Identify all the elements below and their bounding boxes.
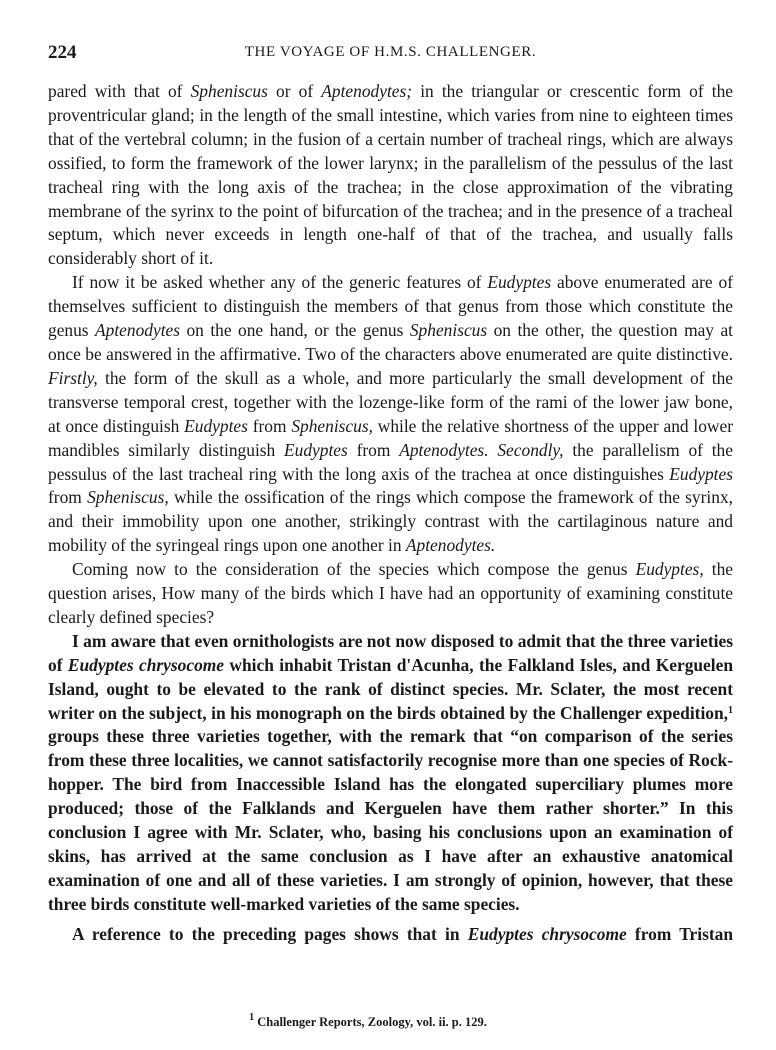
- text-run: on the other, the question may at once be answered in the affirmative. Two of the characters above enumerated are quite distinctive.: [48, 320, 734, 364]
- italic-text: Eudyptes,: [635, 559, 704, 580]
- text-run: from: [247, 415, 292, 436]
- page-number: 224: [48, 42, 77, 63]
- text-run: I am aware that even ornithologists are not now disposed to admit that the three varieties of: [48, 630, 733, 675]
- text-run: the question arises, How many of the birds which I have had an opportunity of examining constitute clearly defined species?: [48, 559, 734, 627]
- italic-text: Spheniscus,: [87, 487, 169, 508]
- footnote: [0, 1012, 736, 1030]
- text-run: in the triangular or crescentic form of the proventricular gland; in the length of the small intestine, which varies from nine to eighteen times that of the vertebral column; in the fusion of a certain number of tracheal rings, which are always ossified, to form the framework of the lower larynx; in the parallelism of the pessulus of the last tracheal ring with the long axis of the trachea; in the close approximation of the vibrating membrane of the syrinx to the point of bifurcation of the trachea; and in the presence of a tracheal septum, which never exceeds in length one-half of that of the trachea, and usually falls considerably short of it.: [48, 81, 733, 269]
- italic-text: Spheniscus: [190, 81, 268, 101]
- italic-text: Aptenodytes: [95, 320, 181, 341]
- italic-text: Aptenodytes.: [399, 439, 489, 460]
- paragraph: [48, 80, 733, 271]
- text-run: A reference to the preceding pages shows that in: [72, 923, 468, 944]
- text-run: while the ossification of the rings which compose the framework of the syrinx, and their immobility upon one another, strikingly contrast with the cartilaginous nature and mobility of the syringeal rings upon one another in: [48, 487, 733, 556]
- italic-text: Eudyptes chrysocome: [467, 923, 627, 944]
- italic-text: Spheniscus: [409, 320, 488, 341]
- text-run: from Tristan: [626, 923, 734, 944]
- text-run: Coming now to the consideration of the species which compose the genus: [72, 559, 636, 580]
- italic-text: Secondly,: [497, 439, 564, 460]
- paragraph: [48, 271, 733, 558]
- italic-text: Aptenodytes.: [405, 535, 496, 556]
- text-run: or of: [267, 81, 322, 101]
- running-title: THE VOYAGE OF H.M.S. CHALLENGER.: [244, 44, 537, 60]
- footnote-reference: 1: [728, 704, 733, 716]
- italic-text: Eudyptes chrysocome: [67, 654, 225, 675]
- paragraph: [48, 923, 733, 947]
- italic-text: Eudyptes: [284, 439, 348, 460]
- paragraph: [48, 630, 733, 917]
- text-run: the parallelism of the pessulus of the last tracheal ring with the long axis of the trachea at once distinguishes: [48, 439, 733, 484]
- italic-text: Spheniscus,: [291, 415, 373, 436]
- text-run: from: [347, 439, 400, 460]
- paragraph: [48, 558, 733, 630]
- italic-text: Aptenodytes;: [321, 81, 413, 101]
- footnote-marker: 1: [249, 1012, 255, 1023]
- body-text: [48, 80, 733, 947]
- footnote-text: Challenger Reports, Zoology, vol. ii. p. 129.: [257, 1015, 487, 1029]
- text-run: from: [48, 487, 88, 508]
- text-run: on the one hand, or the genus: [180, 320, 410, 341]
- page-header: [48, 42, 733, 66]
- text-run: groups these three varieties together, with the remark that “on comparison of the series from these three localities, we cannot satisfactorily recognise more than one species of Rock-hopper. The bird from Inaccessible Island has the elongated superciliary plumes more produced; those of the Falklands and Kerguelen have them rather shorter.” In this conclusion I agree with Mr. Sclater, who, basing his conclusions upon an examination of skins, has arrived at the same conclusion as I have after an exhaustive anatomical examination of one and all of these varieties. I am strongly of opinion, however, that these three birds constitute well-marked varieties of the same species.: [48, 726, 733, 914]
- text-run: above enumerated are of themselves sufficient to distinguish the members of that genus from those which constitute the genus: [48, 272, 733, 341]
- text-run: which inhabit Tristan d'Acunha, the Falkland Isles, and Kerguelen Island, ought to be elevated to the rank of distinct species. Mr. Sclater, the most recent writer on the subject, in his monograph on the birds obtained by the Challenger expedition,: [48, 654, 733, 723]
- italic-text: Firstly,: [48, 367, 98, 388]
- text-run: If now it be asked whether any of the generic features of: [72, 272, 488, 293]
- italic-text: Eudyptes: [487, 272, 552, 293]
- italic-text: Eudyptes: [184, 415, 248, 436]
- text-run: pared with that of: [48, 81, 191, 101]
- italic-text: Eudyptes: [669, 463, 733, 484]
- text-run: the form of the skull as a whole, and more particularly the small development of the transverse temporal crest, together with the lozenge-like form of the rami of the lower jaw bone, at once distinguish: [48, 367, 733, 436]
- text-run: while the relative shortness of the upper and lower mandibles similarly distinguish: [48, 415, 733, 460]
